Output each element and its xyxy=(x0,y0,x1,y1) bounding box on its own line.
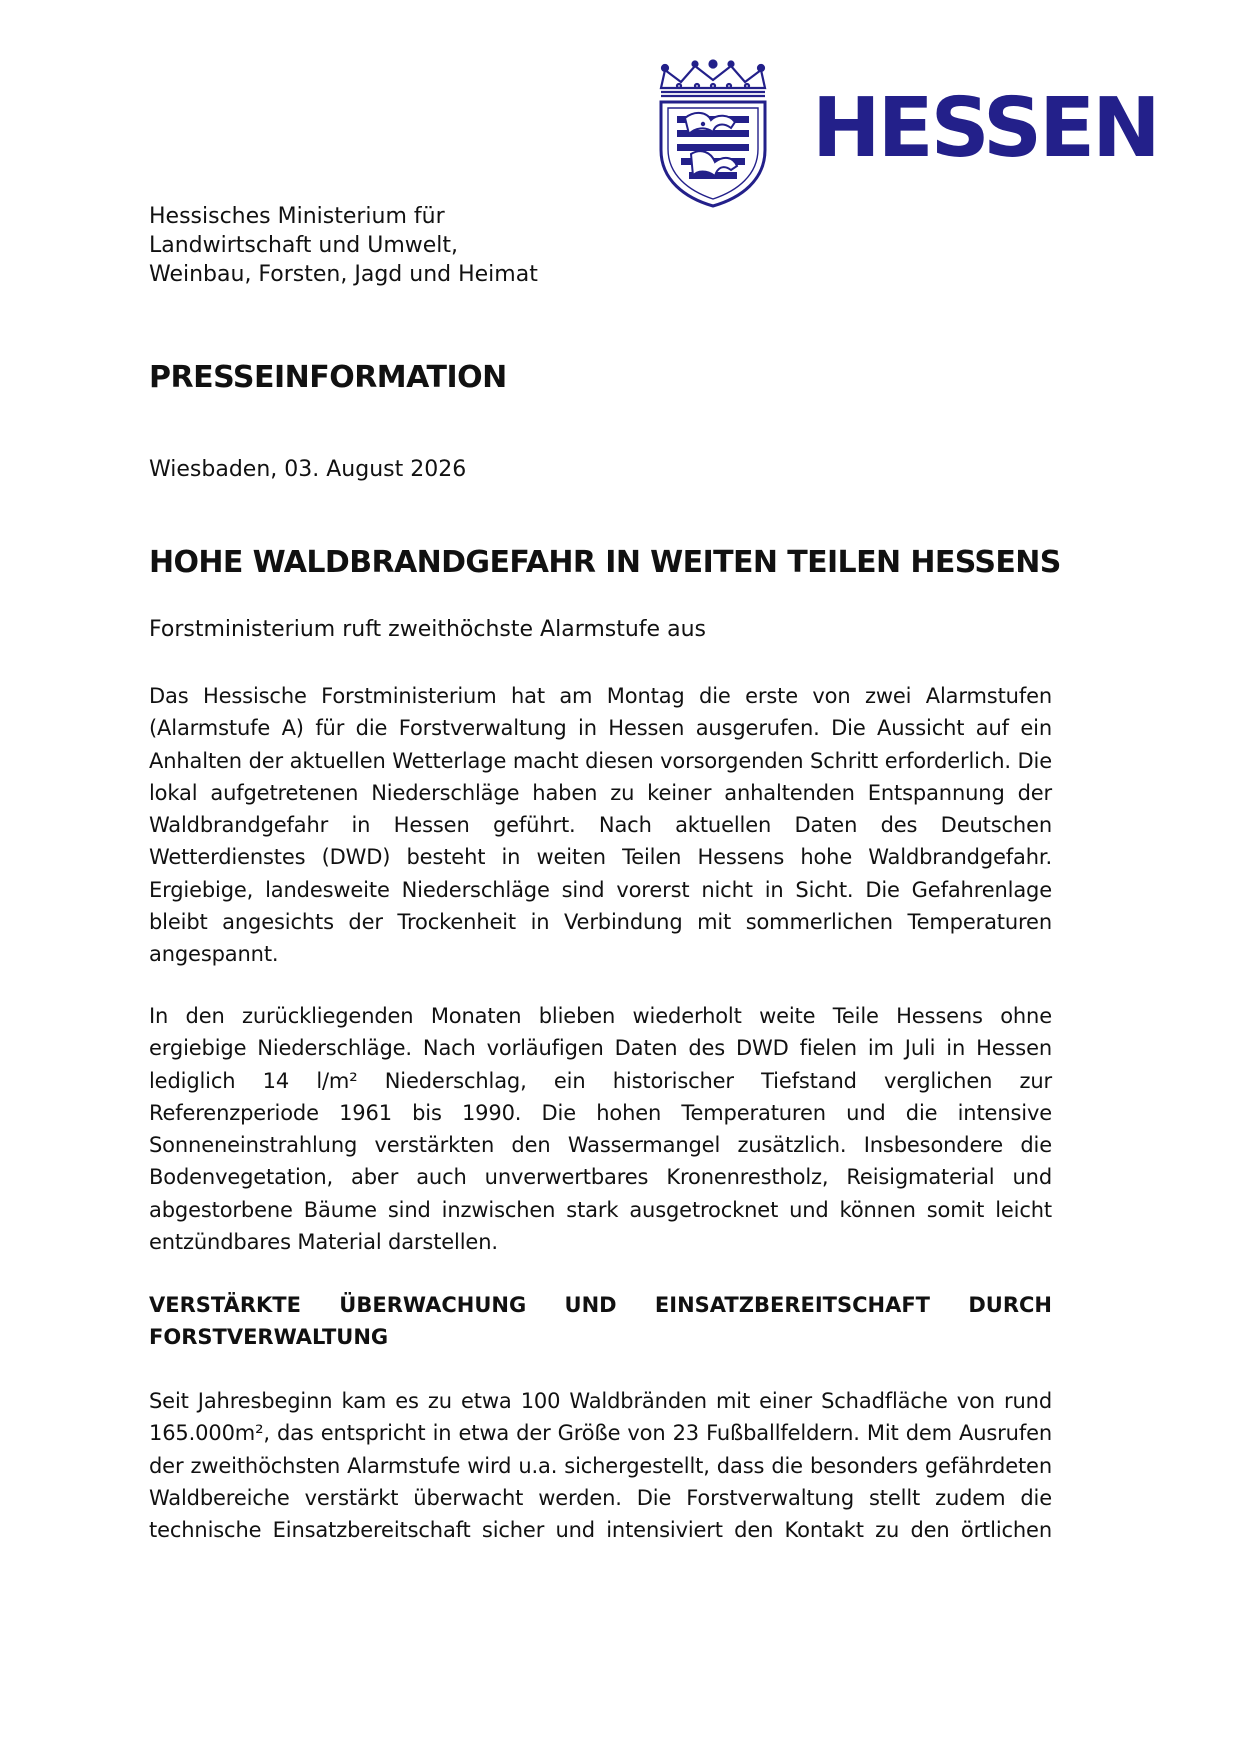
section-heading-line-2: FORSTVERWALTUNG xyxy=(149,1325,389,1350)
hessen-wordmark: HESSEN xyxy=(812,81,1158,176)
body-paragraph-2: In den zurückliegenden Monaten blieben wiederholt weite Teile Hessens ohne ergiebige Niederschläge. Nach vorläufigen Daten des DWD fielen im Juli in Hessen lediglich 14 l/m² Niederschlag, ein historischer Tiefstand verglichen zur Referenzperiode 1961 bis 1990. Die hohen Temperaturen und die intensive Sonneneinstrahlung verstärkten den Wassermangel zusätzlich. Insbesondere die Bodenvegetation, aber auch unverwertbares Kronenrestholz, Reisigmaterial und abgestorbene Bäume sind inzwischen stark ausgetrocknet und können somit leicht entzündbares Material darstellen. xyxy=(149,1004,1052,1255)
sender-line: Weinbau, Forsten, Jagd und Heimat xyxy=(149,262,538,287)
body-paragraph-1: Das Hessische Forstministerium hat am Montag die erste von zwei Alarmstufen (Alarmstufe A) für die Forstverwaltung in Hessen ausgerufen. Die Aussicht auf ein Anhalten der aktuellen Wetterlage macht diesen vorsorgenden Schritt erforderlich. Die lokal aufgetretenen Niederschläge haben zu keiner anhaltenden Entspannung der Waldbrandgefahr in Hessen geführt. Nach aktuellen Daten des Deutschen Wetterdienstes (DWD) besteht in weiten Teilen Hessens hohe Waldbrandgefahr. Ergiebige, landesweite Niederschläge sind vorerst nicht in Sicht. Die Gefahrenlage bleibt angesichts der Trockenheit in Verbindung mit sommerlichen Temperaturen angespannt. xyxy=(149,684,1052,967)
sender-block xyxy=(149,202,749,289)
headline: HOHE WALDBRANDGEFAHR IN WEITEN TEILEN HESSENS xyxy=(149,545,1061,580)
dateline: Wiesbaden, 03. August 2026 xyxy=(149,457,467,482)
sender-line: Hessisches Ministerium für xyxy=(149,204,445,229)
section-heading-line-1: VERSTÄRKTE ÜBERWACHUNG UND EINSATZBEREITSCHAFT DURCH xyxy=(149,1293,1052,1317)
section-heading xyxy=(149,1289,1052,1354)
hessen-coat-of-arms-icon xyxy=(651,58,775,208)
body-paragraph-3: Seit Jahresbeginn kam es zu etwa 100 Waldbränden mit einer Schadfläche von rund 165.000m², das entspricht in etwa der Größe von 23 Fußballfeldern. Mit dem Ausrufen der zweithöchsten Alarmstufe wird u.a. sichergestellt, dass die besonders gefährdeten Waldbereiche verstärkt überwacht werden. Die Forstverwaltung stellt zudem die technische Einsatzbereitschaft sicher und intensiviert den Kontakt zu den örtlichen xyxy=(149,1389,1052,1543)
sender-line: Landwirtschaft und Umwelt, xyxy=(149,233,459,258)
document-type: PRESSEINFORMATION xyxy=(149,360,507,395)
subtitle: Forstministerium ruft zweithöchste Alarmstufe aus xyxy=(149,617,706,642)
